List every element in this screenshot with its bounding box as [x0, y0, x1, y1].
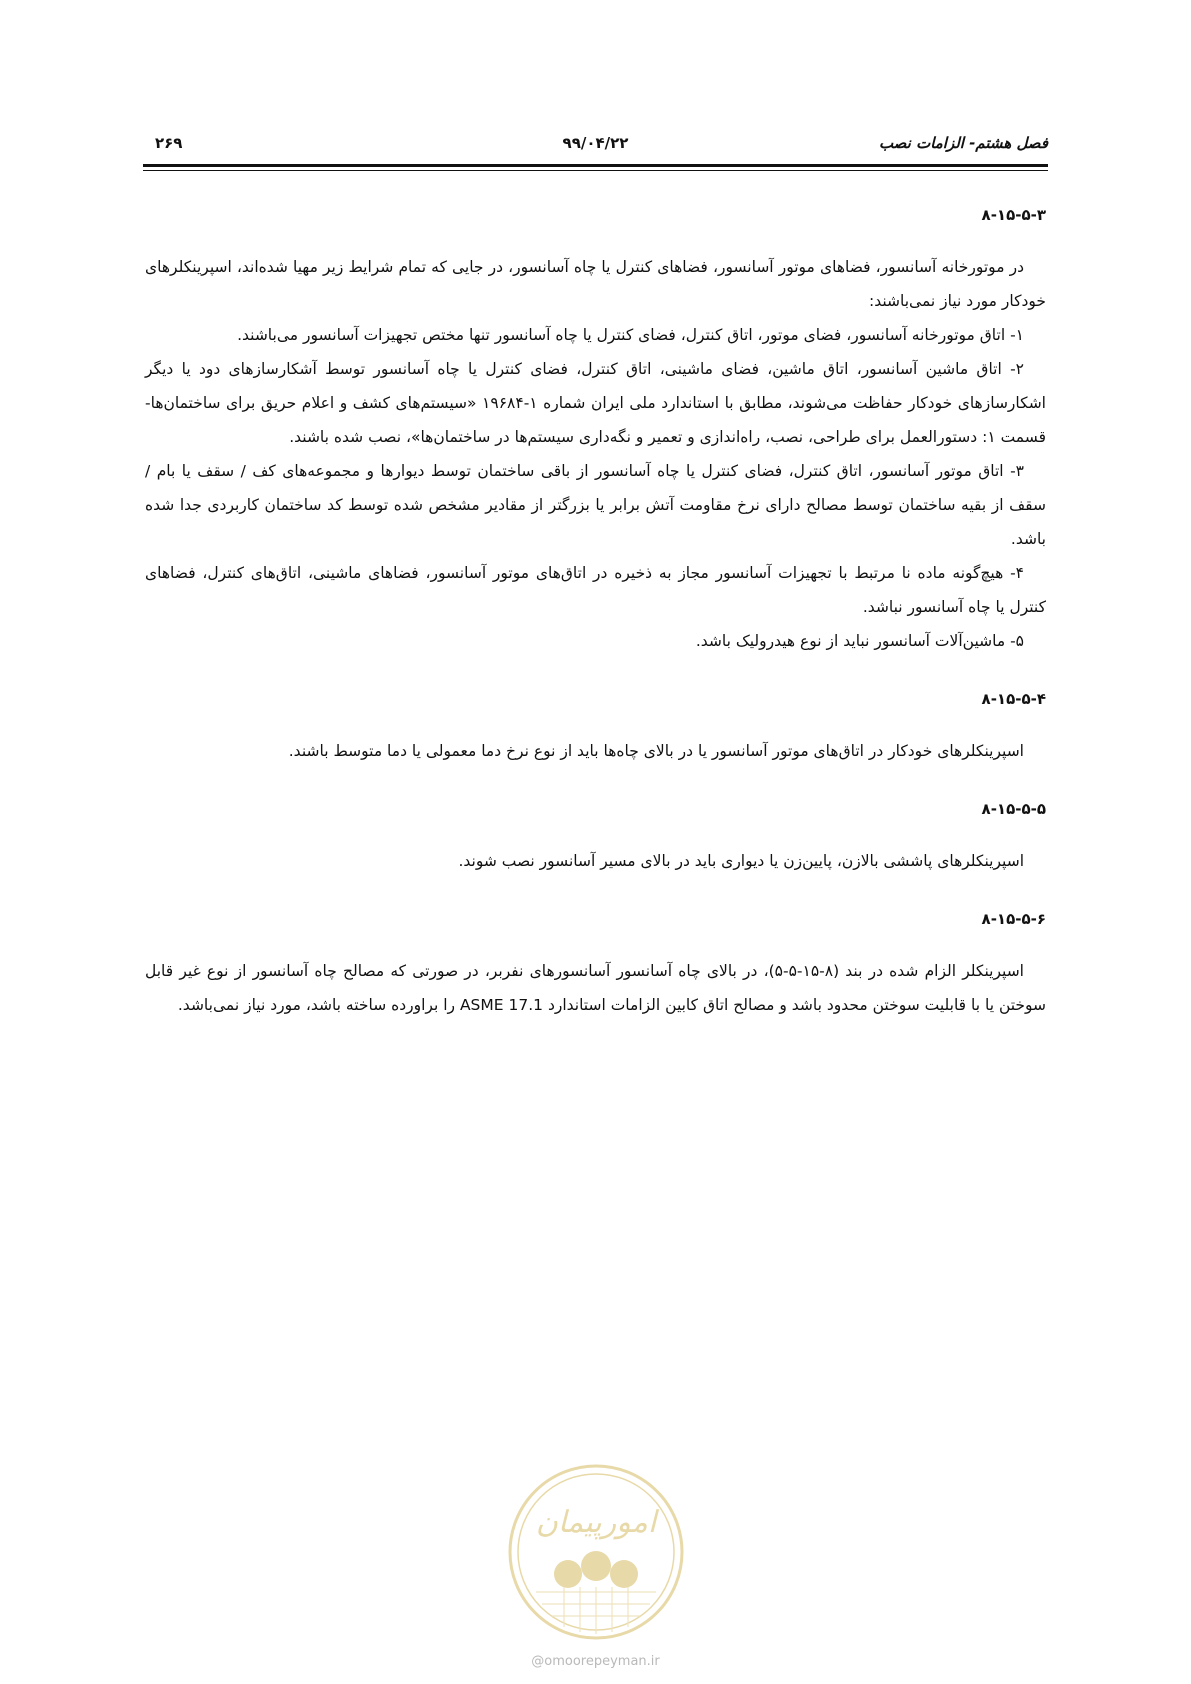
section-8-15-5-4: [145, 682, 1046, 768]
page-number: ۲۶۹: [155, 134, 183, 152]
page-header: [143, 128, 1048, 158]
section-8-15-5-5: [145, 792, 1046, 878]
list-item: ۳- اتاق موتور آسانسور، اتاق کنترل، فضای کنترل یا چاه آسانسور از باقی ساختمان توسط دیوارها و مجموعه‌های کف / سقف یا بام / سقف از بقیه ساختمان توسط مصالح دارای نرخ مقاومت آتش برابر یا بزرگتر از مقادیر مشخص شده توسط کد ساختمان کاربردی جدا شده باشد.: [145, 462, 1046, 548]
header-rule-thick: [143, 164, 1048, 167]
section-number: ۸-۱۵-۵-۴: [981, 690, 1046, 708]
list-item: ۱- اتاق موتورخانه آسانسور، فضای موتور، اتاق کنترل، فضای کنترل یا چاه آسانسور تنها مختص تجهیزات آسانسور می‌باشند.: [237, 326, 1024, 344]
svg-text:امورپیمان: امورپیمان: [535, 1505, 657, 1540]
list-item: ۴- هیچ‌گونه ماده نا مرتبط با تجهیزات آسانسور مجاز به ذخیره در اتاق‌های موتور آسانسور، فضاهای ماشینی، اتاق‌های کنترل، فضاهای کنترل یا چاه آسانسور نباشد.: [145, 564, 1046, 616]
list-item: ۵- ماشین‌آلات آسانسور نباید از نوع هیدرولیک باشد.: [695, 632, 1024, 650]
header-rule-thin: [143, 170, 1048, 171]
section-intro: در موتورخانه آسانسور، فضاهای موتور آسانسور، فضاهای کنترل یا چاه آسانسور، در جایی که تمام شرایط زیر مهیا شده‌اند، اسپرینکلرهای خودکار مورد نیاز نمی‌باشند:: [145, 258, 1046, 310]
section-number: ۸-۱۵-۵-۶: [981, 910, 1046, 928]
condition-list: [145, 318, 1046, 658]
section-number: ۸-۱۵-۵-۳: [981, 206, 1046, 224]
list-item: ۲- اتاق ماشین آسانسور، اتاق ماشین، فضای ماشینی، اتاق کنترل، فضای کنترل یا چاه آسانسور توسط آشکارسازهای دود یا دیگر اشکارسازهای خودکار حفاظت می‌شوند، مطابق با استاندارد ملی ایران شماره ۱-۱۹۶۸۴ «سیستم‌های کشف و اعلام حریق برای ساختمان‌ها- قسمت ۱: دستورالعمل برای طراحی، نصب، راه‌اندازی و تعمیر و نگه‌داری سیستم‌ها در ساختمان‌ها»، نصب شده باشند.: [145, 360, 1046, 446]
chapter-title: فصل هشتم- الزامات نصب: [878, 134, 1048, 152]
revision-date: ۹۹/۰۴/۲۲: [562, 134, 629, 152]
section-number: ۸-۱۵-۵-۵: [981, 800, 1046, 818]
section-text: اسپرینکلر الزام شده در بند (۸-۱۵-۵-۵)، در بالای چاه آسانسور آسانسورهای نفربر، در صورتی که مصالح چاه آسانسور از نوع غیر قابل سوختن یا با قابلیت سوختن محدود باشد و مصالح اتاق کابین الزامات استاندارد ASME 17.1 را براورده ساخته باشد، مورد نیاز نمی‌باشد.: [145, 962, 1046, 1014]
watermark-url: @omoorepeyman.ir: [531, 1654, 660, 1669]
section-8-15-5-3: [145, 198, 1046, 658]
section-text: اسپرینکلرهای پاششی بالازن، پایین‌زن یا دیواری باید در بالای مسیر آسانسور نصب شوند.: [458, 852, 1024, 870]
section-8-15-5-6: [145, 902, 1046, 1022]
publisher-logo-icon: [506, 1462, 686, 1642]
section-text: اسپرینکلرهای خودکار در اتاق‌های موتور آسانسور یا در بالای چاه‌ها باید از نوع نرخ دما معمولی یا دما متوسط باشند.: [288, 742, 1024, 760]
document-body: [145, 198, 1046, 1046]
